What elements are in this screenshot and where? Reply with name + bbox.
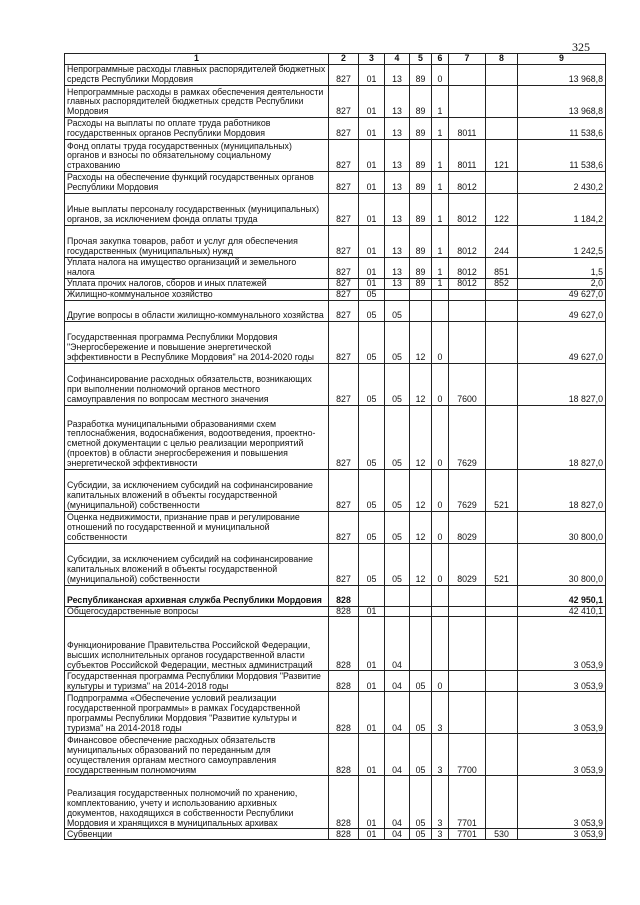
expense-type-cell: 851 (486, 258, 518, 279)
subsection-cell: 13 (385, 279, 410, 290)
section-cell: 05 (359, 405, 385, 469)
table-row (65, 321, 606, 363)
chapter-cell: 827 (329, 140, 359, 172)
expense-type-cell (486, 289, 518, 300)
article-cell: 8029 (449, 543, 486, 585)
header-cell: 1 (65, 54, 329, 65)
section-cell: 01 (359, 194, 385, 226)
name-cell: Государственная программа Республики Мордовия "Развитие культуры и туризма" на 2014-2018 годы (65, 671, 329, 692)
program-cell: 12 (410, 469, 432, 511)
amount-cell: 3 053,9 (518, 692, 606, 734)
subprogram-cell: 1 (432, 258, 449, 279)
program-cell: 12 (410, 511, 432, 543)
subsection-cell: 05 (385, 405, 410, 469)
article-cell (449, 692, 486, 734)
article-cell: 7629 (449, 469, 486, 511)
amount-cell: 18 827,0 (518, 469, 606, 511)
table-row (65, 289, 606, 300)
expense-type-cell (486, 617, 518, 671)
article-cell: 8012 (449, 279, 486, 290)
amount-cell: 30 800,0 (518, 511, 606, 543)
amount-cell: 18 827,0 (518, 405, 606, 469)
table-row (65, 118, 606, 140)
article-cell (449, 289, 486, 300)
subprogram-cell (432, 289, 449, 300)
subprogram-cell (432, 606, 449, 617)
name-cell: Прочая закупка товаров, работ и услуг для обеспечения государственных (муниципальных) нужд (65, 226, 329, 258)
name-cell: Другие вопросы в области жилищно-коммунального хозяйства (65, 300, 329, 321)
program-cell: 89 (410, 279, 432, 290)
expense-type-cell (486, 776, 518, 829)
expense-type-cell (486, 692, 518, 734)
header-cell: 2 (329, 54, 359, 65)
expense-type-cell (486, 172, 518, 194)
program-cell (410, 617, 432, 671)
section-cell: 01 (359, 692, 385, 734)
section-cell: 01 (359, 86, 385, 118)
program-cell (410, 289, 432, 300)
amount-cell: 49 627,0 (518, 321, 606, 363)
article-cell (449, 300, 486, 321)
table-row (65, 469, 606, 511)
subprogram-cell: 0 (432, 405, 449, 469)
program-cell: 12 (410, 321, 432, 363)
subprogram-cell: 1 (432, 226, 449, 258)
table-row (65, 363, 606, 405)
table-row (65, 194, 606, 226)
subsection-cell: 04 (385, 776, 410, 829)
section-cell: 05 (359, 289, 385, 300)
expense-type-cell: 530 (486, 829, 518, 840)
program-cell: 89 (410, 118, 432, 140)
program-cell: 89 (410, 258, 432, 279)
subprogram-cell (432, 585, 449, 606)
subprogram-cell: 1 (432, 194, 449, 226)
article-cell: 7701 (449, 829, 486, 840)
section-cell: 05 (359, 543, 385, 585)
table-row (65, 585, 606, 606)
chapter-cell: 827 (329, 511, 359, 543)
article-cell (449, 606, 486, 617)
name-cell: Субвенции (65, 829, 329, 840)
chapter-cell: 828 (329, 671, 359, 692)
amount-cell: 3 053,9 (518, 776, 606, 829)
subsection-cell: 04 (385, 829, 410, 840)
header-cell: 4 (385, 54, 410, 65)
program-cell: 89 (410, 65, 432, 86)
header-row (65, 54, 606, 65)
subsection-cell: 04 (385, 692, 410, 734)
article-cell (449, 585, 486, 606)
table-row (65, 671, 606, 692)
amount-cell: 42 410,1 (518, 606, 606, 617)
expense-type-cell (486, 734, 518, 776)
amount-cell: 3 053,9 (518, 617, 606, 671)
subprogram-cell (432, 617, 449, 671)
subprogram-cell: 1 (432, 118, 449, 140)
subsection-cell: 05 (385, 469, 410, 511)
program-cell: 89 (410, 86, 432, 118)
subprogram-cell: 3 (432, 829, 449, 840)
table-row (65, 140, 606, 172)
program-cell: 89 (410, 140, 432, 172)
table-row (65, 226, 606, 258)
name-cell: Уплата налога на имущество организаций и земельного налога (65, 258, 329, 279)
section-cell: 01 (359, 65, 385, 86)
section-cell: 01 (359, 279, 385, 290)
subprogram-cell: 1 (432, 140, 449, 172)
program-cell: 05 (410, 829, 432, 840)
subsection-cell: 13 (385, 226, 410, 258)
expense-type-cell (486, 363, 518, 405)
chapter-cell: 827 (329, 405, 359, 469)
chapter-cell: 827 (329, 279, 359, 290)
program-cell: 89 (410, 172, 432, 194)
amount-cell: 42 950,1 (518, 585, 606, 606)
amount-cell: 13 968,8 (518, 86, 606, 118)
program-cell: 05 (410, 671, 432, 692)
subprogram-cell: 0 (432, 511, 449, 543)
subsection-cell: 13 (385, 194, 410, 226)
subprogram-cell: 0 (432, 321, 449, 363)
subsection-cell: 05 (385, 321, 410, 363)
amount-cell: 30 800,0 (518, 543, 606, 585)
name-cell: Разработка муниципальными образованиями схем теплоснабжения, водоснабжения, водоотведения, проектно-сметной документации с целью реализации мероприятий (проектов) в области энергосбережения и повышения энергетической эффективности (65, 405, 329, 469)
article-cell (449, 671, 486, 692)
name-cell: Софинансирование расходных обязательств, возникающих при выполнении полномочий органов местного самоуправления по вопросам местного значения (65, 363, 329, 405)
table-row (65, 405, 606, 469)
chapter-cell: 827 (329, 86, 359, 118)
name-cell: Реализация государственных полномочий по хранению, комплектованию, учету и использованию архивных документов, находящихся в собственности Республики Мордовия и хранящихся в муниципальных архивах (65, 776, 329, 829)
chapter-cell: 827 (329, 118, 359, 140)
program-cell: 12 (410, 543, 432, 585)
amount-cell: 2,0 (518, 279, 606, 290)
article-cell (449, 86, 486, 118)
section-cell: 01 (359, 734, 385, 776)
chapter-cell: 827 (329, 300, 359, 321)
chapter-cell: 828 (329, 734, 359, 776)
section-cell: 05 (359, 300, 385, 321)
program-cell: 05 (410, 776, 432, 829)
chapter-cell: 827 (329, 65, 359, 86)
amount-cell: 49 627,0 (518, 289, 606, 300)
page-number: 325 (572, 40, 590, 54)
name-cell: Субсидии, за исключением субсидий на софинансирование капитальных вложений в объекты государственной (муниципальной) собственности (65, 543, 329, 585)
subprogram-cell: 3 (432, 776, 449, 829)
subsection-cell: 13 (385, 258, 410, 279)
section-cell: 01 (359, 776, 385, 829)
header-cell: 6 (432, 54, 449, 65)
table-row (65, 617, 606, 671)
header-cell: 3 (359, 54, 385, 65)
amount-cell: 1 184,2 (518, 194, 606, 226)
subsection-cell: 13 (385, 65, 410, 86)
amount-cell: 2 430,2 (518, 172, 606, 194)
table-row (65, 65, 606, 86)
expense-type-cell (486, 118, 518, 140)
article-cell: 8012 (449, 194, 486, 226)
table-row (65, 692, 606, 734)
amount-cell: 3 053,9 (518, 829, 606, 840)
table-row (65, 776, 606, 829)
article-cell: 8012 (449, 258, 486, 279)
amount-cell: 1 242,5 (518, 226, 606, 258)
table-row (65, 258, 606, 279)
expense-type-cell: 244 (486, 226, 518, 258)
name-cell: Подпрограмма «Обеспечение условий реализации государственной программы» в рамках Государственной программы Республики Мордовия "Развитие культуры и туризма" на 2014-2018 годы (65, 692, 329, 734)
subprogram-cell: 1 (432, 86, 449, 118)
chapter-cell: 827 (329, 469, 359, 511)
chapter-cell: 827 (329, 226, 359, 258)
name-cell: Фонд оплаты труда государственных (муниципальных) органов и взносы по обязательному социальному страхованию (65, 140, 329, 172)
expense-type-cell (486, 300, 518, 321)
section-cell: 05 (359, 511, 385, 543)
chapter-cell: 828 (329, 829, 359, 840)
chapter-cell: 827 (329, 172, 359, 194)
subsection-cell: 05 (385, 543, 410, 585)
article-cell: 7701 (449, 776, 486, 829)
chapter-cell: 827 (329, 321, 359, 363)
amount-cell: 11 538,6 (518, 118, 606, 140)
header-cell: 7 (449, 54, 486, 65)
expense-type-cell: 521 (486, 543, 518, 585)
program-cell (410, 585, 432, 606)
subsection-cell: 05 (385, 511, 410, 543)
article-cell: 8012 (449, 226, 486, 258)
program-cell (410, 606, 432, 617)
article-cell: 8011 (449, 140, 486, 172)
amount-cell: 11 538,6 (518, 140, 606, 172)
chapter-cell: 827 (329, 363, 359, 405)
table-row (65, 606, 606, 617)
program-cell: 89 (410, 194, 432, 226)
amount-cell: 3 053,9 (518, 671, 606, 692)
program-cell: 05 (410, 692, 432, 734)
chapter-cell: 828 (329, 585, 359, 606)
chapter-cell: 828 (329, 617, 359, 671)
subsection-cell: 04 (385, 734, 410, 776)
amount-cell: 13 968,8 (518, 65, 606, 86)
section-cell: 01 (359, 829, 385, 840)
chapter-cell: 828 (329, 606, 359, 617)
article-cell (449, 617, 486, 671)
chapter-cell: 828 (329, 692, 359, 734)
subprogram-cell (432, 300, 449, 321)
section-cell: 05 (359, 363, 385, 405)
expense-type-cell (486, 671, 518, 692)
section-cell: 01 (359, 258, 385, 279)
program-cell: 12 (410, 405, 432, 469)
name-cell: Расходы на выплаты по оплате труда работников государственных органов Республики Мордовия (65, 118, 329, 140)
subprogram-cell: 0 (432, 469, 449, 511)
table-row (65, 511, 606, 543)
subsection-cell (385, 585, 410, 606)
expense-type-cell: 121 (486, 140, 518, 172)
article-cell: 7700 (449, 734, 486, 776)
expense-type-cell (486, 511, 518, 543)
article-cell: 7629 (449, 405, 486, 469)
chapter-cell: 827 (329, 194, 359, 226)
table-row (65, 829, 606, 840)
subsection-cell: 04 (385, 671, 410, 692)
subprogram-cell: 0 (432, 65, 449, 86)
subprogram-cell: 0 (432, 363, 449, 405)
chapter-cell: 827 (329, 543, 359, 585)
amount-cell: 1,5 (518, 258, 606, 279)
amount-cell: 3 053,9 (518, 734, 606, 776)
subsection-cell (385, 606, 410, 617)
name-cell: Уплата прочих налогов, сборов и иных платежей (65, 279, 329, 290)
table-row (65, 734, 606, 776)
subsection-cell: 13 (385, 86, 410, 118)
chapter-cell: 827 (329, 258, 359, 279)
expense-type-cell (486, 585, 518, 606)
name-cell: Расходы на обеспечение функций государственных органов Республики Мордовия (65, 172, 329, 194)
name-cell: Республиканская архивная служба Республики Мордовия (65, 585, 329, 606)
name-cell: Жилищно-коммунальное хозяйство (65, 289, 329, 300)
section-cell: 01 (359, 606, 385, 617)
expense-type-cell: 852 (486, 279, 518, 290)
subsection-cell: 05 (385, 363, 410, 405)
subsection-cell: 13 (385, 140, 410, 172)
name-cell: Субсидии, за исключением субсидий на софинансирование капитальных вложений в объекты государственной (муниципальной) собственности (65, 469, 329, 511)
header-cell: 5 (410, 54, 432, 65)
article-cell: 8012 (449, 172, 486, 194)
table-row (65, 300, 606, 321)
name-cell: Финансовое обеспечение расходных обязательств муниципальных образований по переданным для осуществления органам местного самоуправления государственным полномочиям (65, 734, 329, 776)
subsection-cell (385, 289, 410, 300)
name-cell: Оценка недвижимости, признание прав и регулирование отношений по государственной и муниципальной собственности (65, 511, 329, 543)
chapter-cell: 827 (329, 289, 359, 300)
name-cell: Государственная программа Республики Мордовия "Энергосбережение и повышение энергетической эффективности в Республике Мордовия" на 2014-2020 годы (65, 321, 329, 363)
expense-type-cell (486, 65, 518, 86)
subprogram-cell: 3 (432, 692, 449, 734)
name-cell: Иные выплаты персоналу государственных (муниципальных) органов, за исключением фонда оплаты труда (65, 194, 329, 226)
subsection-cell: 04 (385, 617, 410, 671)
section-cell: 01 (359, 617, 385, 671)
section-cell: 05 (359, 469, 385, 511)
expense-type-cell: 122 (486, 194, 518, 226)
section-cell: 01 (359, 118, 385, 140)
article-cell (449, 321, 486, 363)
subsection-cell: 13 (385, 118, 410, 140)
article-cell: 8029 (449, 511, 486, 543)
section-cell: 01 (359, 226, 385, 258)
article-cell: 7600 (449, 363, 486, 405)
section-cell: 01 (359, 140, 385, 172)
amount-cell: 49 627,0 (518, 300, 606, 321)
program-cell: 89 (410, 226, 432, 258)
expense-type-cell (486, 405, 518, 469)
expense-type-cell (486, 606, 518, 617)
subprogram-cell: 1 (432, 172, 449, 194)
table-row (65, 279, 606, 290)
header-cell: 9 (518, 54, 606, 65)
article-cell: 8011 (449, 118, 486, 140)
chapter-cell: 828 (329, 776, 359, 829)
table-row (65, 543, 606, 585)
subprogram-cell: 0 (432, 671, 449, 692)
table-body (65, 54, 606, 840)
table-row (65, 172, 606, 194)
subprogram-cell: 1 (432, 279, 449, 290)
subsection-cell: 05 (385, 300, 410, 321)
subprogram-cell: 3 (432, 734, 449, 776)
subprogram-cell: 0 (432, 543, 449, 585)
subsection-cell: 13 (385, 172, 410, 194)
program-cell: 05 (410, 734, 432, 776)
expense-type-cell (486, 86, 518, 118)
section-cell: 05 (359, 321, 385, 363)
section-cell (359, 585, 385, 606)
program-cell (410, 300, 432, 321)
amount-cell: 18 827,0 (518, 363, 606, 405)
name-cell: Непрограммные расходы в рамках обеспечения деятельности главных распорядителей бюджетных средств Республики Мордовия (65, 86, 329, 118)
header-cell: 8 (486, 54, 518, 65)
expense-type-cell: 521 (486, 469, 518, 511)
expense-type-cell (486, 321, 518, 363)
table-row (65, 86, 606, 118)
name-cell: Общегосударственные вопросы (65, 606, 329, 617)
budget-table (64, 53, 606, 840)
section-cell: 01 (359, 671, 385, 692)
name-cell: Непрограммные расходы главных распорядителей бюджетных средств Республики Мордовия (65, 65, 329, 86)
article-cell (449, 65, 486, 86)
section-cell: 01 (359, 172, 385, 194)
program-cell: 12 (410, 363, 432, 405)
name-cell: Функционирование Правительства Российской Федерации, высших исполнительных органов государственной власти субъектов Российской Федерации, местных администраций (65, 617, 329, 671)
